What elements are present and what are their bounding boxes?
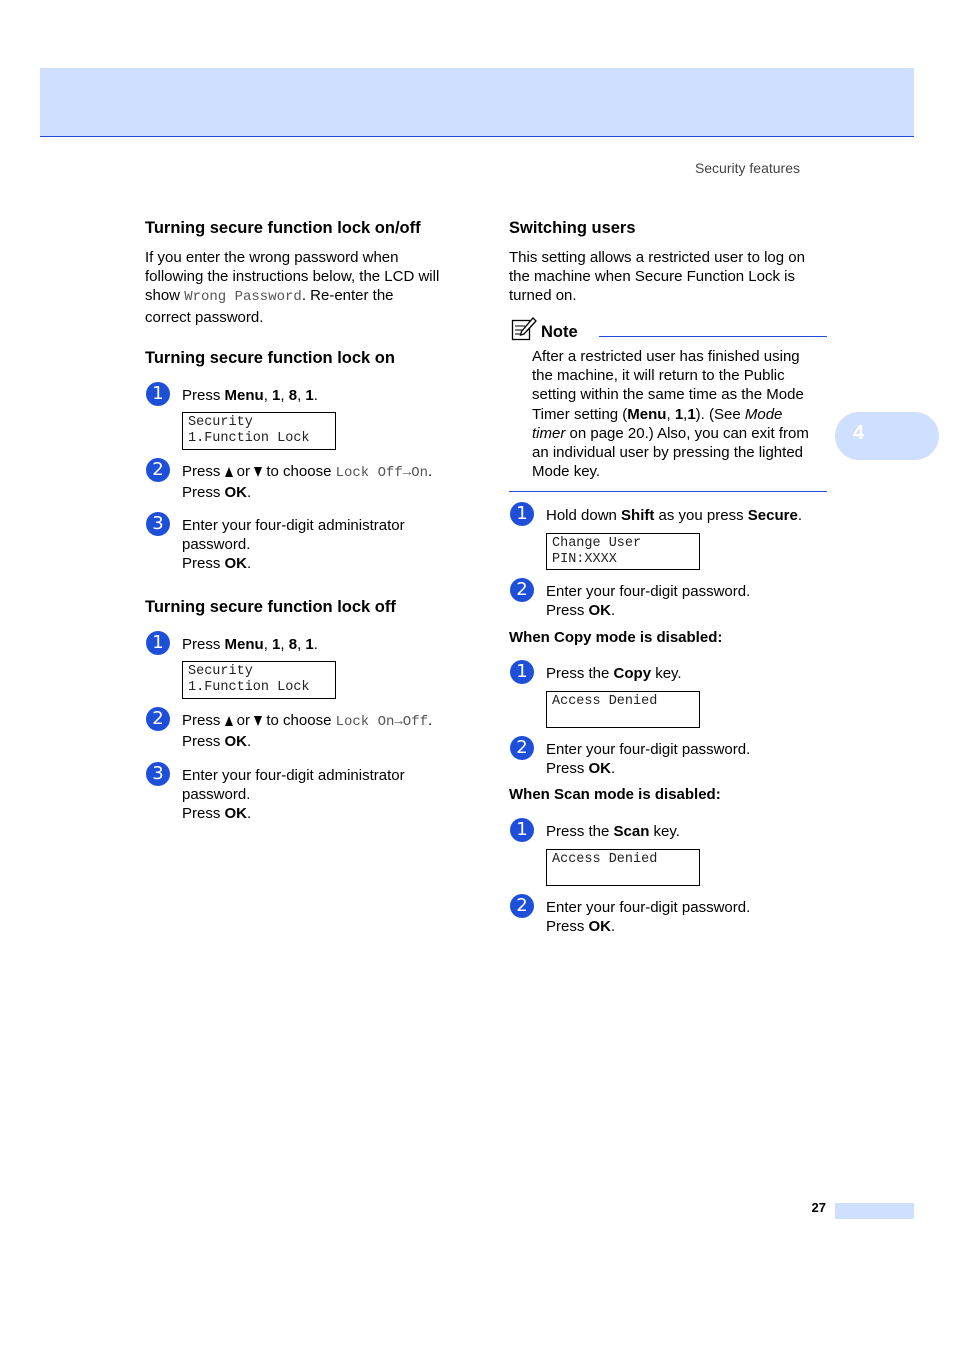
down-arrow-icon (254, 716, 262, 726)
up-arrow-icon (225, 716, 233, 726)
running-head: Security features (694, 160, 800, 176)
section-title-lock-on-off: Turning secure function lock on/off (145, 219, 421, 237)
step-text: Press Menu, 1, 8, 1. (182, 387, 318, 404)
note-body: After a restricted user has finished using the machine, it will return to the Public setting within the same time as the Mode Timer setting (Menu, 1,1). (See Mode timer on page 20.) Also, you can exit from an individual user by pressing the lighted Mode key. (532, 348, 809, 481)
note-bottom-divider (509, 491, 827, 492)
step-number-badge: 3 (146, 512, 170, 536)
step-number-badge: 2 (146, 458, 170, 482)
page-number-bar (835, 1203, 914, 1219)
lcd-display: Access Denied (546, 691, 700, 728)
lcd-display: Access Denied (546, 849, 700, 886)
note-pencil-icon (511, 317, 537, 341)
header-band (40, 68, 914, 137)
step-text: Press Menu, 1, 8, 1. (182, 636, 318, 653)
step-number-badge: 2 (146, 707, 170, 731)
page-number: 27 (811, 1200, 826, 1215)
chapter-number: 4 (853, 422, 865, 444)
intro-paragraph: If you enter the wrong password when following the instructions below, the LCD will show Wrong Password. Re-enter the correct password. (145, 249, 440, 326)
step-text: Press the Scan key. (546, 823, 680, 840)
copy-disabled-heading: When Copy mode is disabled: (509, 629, 723, 646)
step-text: Hold down Shift as you press Secure. (546, 507, 802, 524)
step-number-badge: 2 (510, 736, 534, 760)
up-arrow-icon (225, 467, 233, 477)
lcd-display: Change User PIN:XXXX (546, 533, 700, 570)
section-title-lock-on: Turning secure function lock on (145, 349, 395, 367)
note-label: Note (541, 323, 578, 341)
step-number-badge: 1 (146, 382, 170, 406)
chapter-tab (835, 412, 939, 460)
lcd-message-wrong-password: Wrong Password (184, 289, 302, 306)
step-number-badge: 1 (146, 631, 170, 655)
switching-intro: This setting allows a restricted user to log on the machine when Secure Function Lock is turned on. (509, 249, 805, 305)
scan-disabled-heading: When Scan mode is disabled: (509, 786, 721, 803)
step-number-badge: 3 (146, 762, 170, 786)
step-number-badge: 2 (510, 578, 534, 602)
lcd-display: Security 1.Function Lock (182, 661, 336, 699)
step-text: Enter your four-digit password. Press OK. (546, 583, 751, 620)
lcd-display: Security 1.Function Lock (182, 412, 336, 450)
step-text: Press or to choose Lock Off→On. Press OK. (182, 463, 433, 502)
step-text: Enter your four-digit password. Press OK. (546, 741, 751, 778)
step-text: Press or to choose Lock On→Off. Press OK. (182, 712, 433, 751)
step-number-badge: 1 (510, 660, 534, 684)
step-number-badge: 2 (510, 894, 534, 918)
step-text: Press the Copy key. (546, 665, 682, 682)
note-divider (599, 336, 827, 337)
step-text: Enter your four-digit password. Press OK. (546, 899, 751, 936)
section-title-lock-off: Turning secure function lock off (145, 598, 396, 616)
step-number-badge: 1 (510, 818, 534, 842)
step-number-badge: 1 (510, 502, 534, 526)
step-text: Enter your four-digit administrator password. Press OK. (182, 517, 405, 573)
note-header (509, 317, 827, 341)
section-title-switching-users: Switching users (509, 219, 636, 237)
down-arrow-icon (254, 467, 262, 477)
step-text: Enter your four-digit administrator password. Press OK. (182, 767, 405, 823)
